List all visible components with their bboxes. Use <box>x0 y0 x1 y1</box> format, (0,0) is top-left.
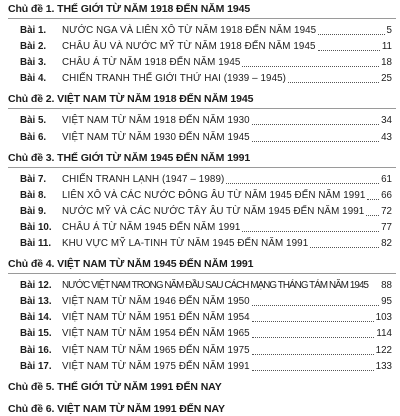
dot-leader <box>252 141 379 142</box>
dot-leader <box>252 337 374 338</box>
lesson-title: VIỆT NAM TỪ NĂM 1975 ĐẾN NĂM 1991 <box>62 360 250 372</box>
page-number: 25 <box>381 73 392 85</box>
dot-leader <box>252 305 379 306</box>
chapter-title: Chủ đề 6. VIỆT NAM TỪ NĂM 1991 ĐẾN NAY <box>8 402 225 415</box>
toc-entry[interactable] <box>20 114 392 127</box>
page-number: 82 <box>381 238 392 249</box>
lesson-number: Bài 16. <box>20 344 52 356</box>
toc-entry[interactable] <box>20 327 392 340</box>
lesson-number: Bài 3. <box>20 57 47 69</box>
toc-entry[interactable] <box>20 279 392 292</box>
dot-leader <box>242 66 379 67</box>
dot-leader <box>367 199 379 200</box>
toc-entry[interactable] <box>20 360 392 373</box>
lesson-title: VIỆT NAM TỪ NĂM 1954 ĐẾN NĂM 1965 <box>62 328 250 340</box>
lesson-number: Bài 17. <box>20 360 52 372</box>
dot-leader <box>226 183 379 184</box>
toc-entry[interactable] <box>20 221 392 234</box>
lesson-number: Bài 13. <box>20 296 52 308</box>
lesson-number: Bài 14. <box>20 312 52 324</box>
chapter-heading <box>8 151 396 165</box>
chapter-title: Chủ đề 5. THẾ GIỚI TỪ NĂM 1991 ĐẾN NAY <box>8 380 222 393</box>
toc-entry[interactable] <box>20 311 392 324</box>
toc-entry[interactable] <box>20 189 392 202</box>
lesson-number: Bài 15. <box>20 328 52 340</box>
toc-entry[interactable] <box>20 131 392 144</box>
page-number: 61 <box>381 173 392 185</box>
toc-entry[interactable] <box>20 173 392 186</box>
dot-leader <box>366 215 379 216</box>
chapter-heading <box>8 257 396 271</box>
page-number: 34 <box>381 115 392 127</box>
page-number: 43 <box>381 131 392 143</box>
page-number: 122 <box>375 344 392 356</box>
page-number: 88 <box>381 280 392 292</box>
chapter-title: Chủ đề 4. VIỆT NAM TỪ NĂM 1945 ĐẾN NĂM 1991 <box>8 258 254 271</box>
lesson-title: CHÂU Á TỪ NĂM 1945 ĐẾN NĂM 1991 <box>62 221 241 233</box>
lesson-title: NƯỚC VIỆT NAM TRONG NĂM ĐẦU SAU CÁCH MẠNG THÁNG TÁM NĂM 1945 <box>62 280 369 292</box>
lesson-number: Bài 6. <box>20 131 47 143</box>
dot-leader <box>318 34 385 35</box>
toc-entry[interactable] <box>20 56 392 69</box>
chapter-divider <box>8 18 396 19</box>
page-number: 18 <box>381 57 392 69</box>
chapter-title: Chủ đề 2. VIỆT NAM TỪ NĂM 1918 ĐẾN NĂM 1945 <box>8 93 254 106</box>
lesson-title: CHIẾN TRANH LẠNH (1947 – 1989) <box>62 173 225 185</box>
dot-leader <box>318 50 380 51</box>
page-number: 72 <box>381 205 392 217</box>
lesson-title: NƯỚC MỸ VÀ CÁC NƯỚC TÂY ÂU TỪ NĂM 1945 ĐẾN NĂM 1991 <box>62 205 365 217</box>
lesson-number: Bài 2. <box>20 41 47 53</box>
lesson-number: Bài 10. <box>20 221 52 233</box>
lesson-number: Bài 1. <box>20 25 47 36</box>
dot-leader <box>242 231 379 232</box>
lesson-number: Bài 7. <box>20 173 47 185</box>
toc-entry[interactable] <box>20 205 392 218</box>
lesson-number: Bài 9. <box>20 205 47 217</box>
toc-entry[interactable] <box>20 72 392 85</box>
chapter-heading <box>8 380 396 394</box>
lesson-title: VIỆT NAM TỪ NĂM 1930 ĐẾN NĂM 1945 <box>62 131 250 143</box>
page-number: 11 <box>381 41 392 53</box>
chapter-divider <box>8 108 396 109</box>
lesson-number: Bài 11. <box>20 238 52 249</box>
chapter-title: Chủ đề 1. THẾ GIỚI TỪ NĂM 1918 ĐẾN NĂM 1945 <box>8 3 251 15</box>
toc-entry[interactable] <box>20 237 392 250</box>
dot-leader <box>252 354 374 355</box>
lesson-title: CHÂU ÂU VÀ NƯỚC MỸ TỪ NĂM 1918 ĐẾN NĂM 1945 <box>62 41 316 53</box>
lesson-title: VIỆT NAM TỪ NĂM 1951 ĐẾN NĂM 1954 <box>62 312 250 324</box>
lesson-title: VIỆT NAM TỪ NĂM 1946 ĐẾN NĂM 1950 <box>62 296 250 308</box>
lesson-number: Bài 8. <box>20 189 47 201</box>
lesson-number: Bài 4. <box>20 73 47 85</box>
lesson-title: NƯỚC NGA VÀ LIÊN XÔ TỪ NĂM 1918 ĐẾN NĂM 1945 <box>62 25 317 36</box>
page-number: 66 <box>381 189 392 201</box>
page-number: 133 <box>375 360 392 372</box>
page-number: 95 <box>381 296 392 308</box>
lesson-title: VIỆT NAM TỪ NĂM 1965 ĐẾN NĂM 1975 <box>62 344 250 356</box>
dot-leader <box>252 124 379 125</box>
lesson-title: KHU VỰC MỸ LA-TINH TỪ NĂM 1945 ĐẾN NĂM 1991 <box>62 238 309 249</box>
chapter-heading <box>8 2 396 16</box>
lesson-title: CHIẾN TRANH THẾ GIỚI THỨ HAI (1939 – 1945) <box>62 73 287 85</box>
lesson-title: VIỆT NAM TỪ NĂM 1918 ĐẾN NĂM 1930 <box>62 115 250 127</box>
chapter-title: Chủ đề 3. THẾ GIỚI TỪ NĂM 1945 ĐẾN NĂM 1991 <box>8 151 251 164</box>
chapter-heading <box>8 92 396 106</box>
chapter-heading <box>8 402 396 416</box>
lesson-title: CHÂU Á TỪ NĂM 1918 ĐẾN NĂM 1945 <box>62 57 241 69</box>
page-number: 5 <box>386 25 392 36</box>
dot-leader <box>288 82 379 83</box>
chapter-divider <box>8 273 396 274</box>
lesson-number: Bài 12. <box>20 280 52 292</box>
toc-entry[interactable] <box>20 40 392 53</box>
dot-leader <box>310 247 379 248</box>
dot-leader <box>252 370 374 371</box>
toc-entry[interactable] <box>20 344 392 357</box>
dot-leader <box>252 321 374 322</box>
page-number: 77 <box>381 221 392 233</box>
lesson-title: LIÊN XÔ VÀ CÁC NƯỚC ĐÔNG ÂU TỪ NĂM 1945 ĐẾN NĂM 1991 <box>62 189 366 201</box>
lesson-number: Bài 5. <box>20 115 47 127</box>
toc-entry[interactable] <box>20 295 392 308</box>
page-number: 103 <box>375 312 392 324</box>
page-number: 114 <box>376 328 392 340</box>
chapter-divider <box>8 167 396 168</box>
toc-entry[interactable] <box>20 24 392 37</box>
